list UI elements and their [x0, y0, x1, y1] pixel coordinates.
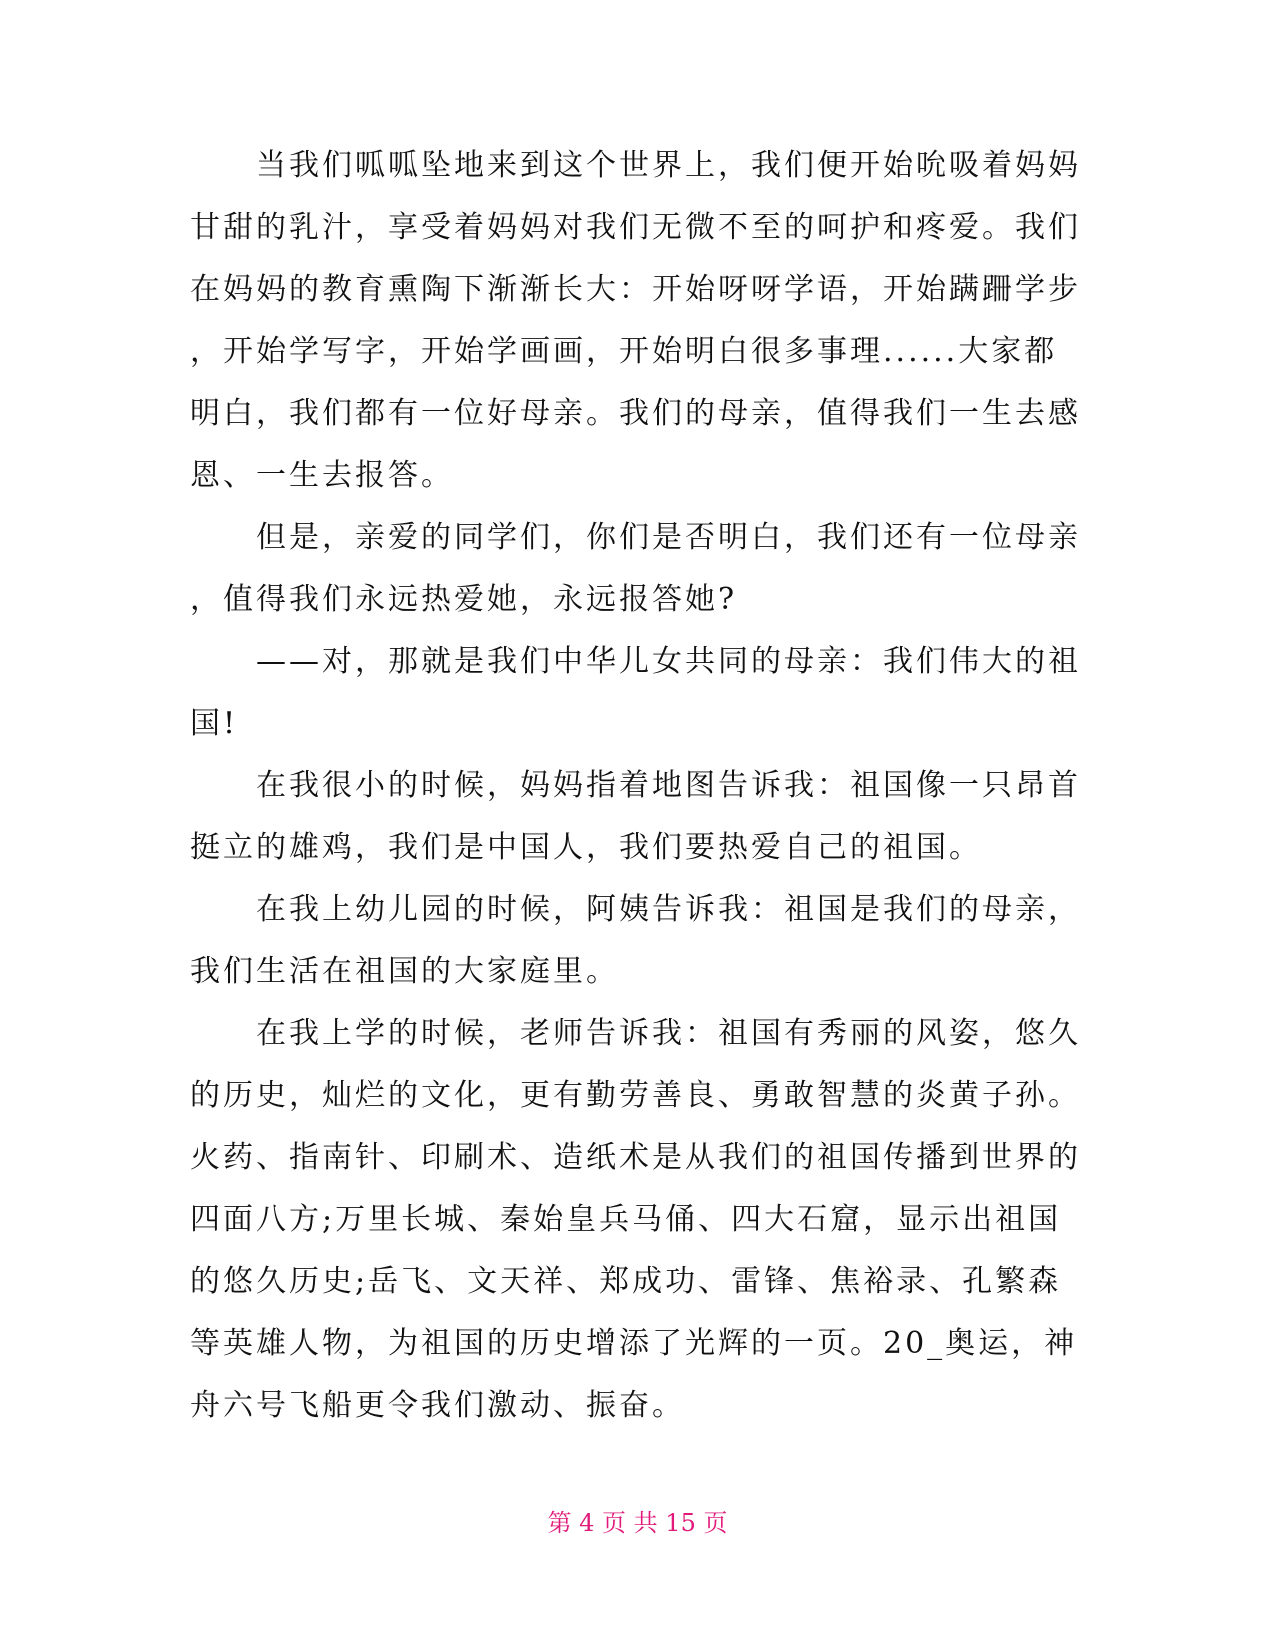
text-line: 四面八方;万里长城、秦始皇兵马俑、四大石窟，显示出祖国: [190, 1202, 1062, 1237]
text-line: 恩、一生去报答。: [190, 458, 454, 493]
text-line: ，值得我们永远热爱她，永远报答她?: [190, 582, 738, 617]
text-line: 甘甜的乳汁，享受着妈妈对我们无微不至的呵护和疼爱。我们: [190, 210, 1081, 245]
text-line: 明白，我们都有一位好母亲。我们的母亲，值得我们一生去感: [190, 396, 1081, 431]
text-line: 在我很小的时候，妈妈指着地图告诉我：祖国像一只昂首: [190, 768, 1081, 803]
text-line: 舟六号飞船更令我们激动、振奋。: [190, 1388, 685, 1423]
text-line: 在我上幼儿园的时候，阿姨告诉我：祖国是我们的母亲，: [190, 892, 1081, 927]
text-line: 的悠久历史;岳飞、文天祥、郑成功、雷锋、焦裕录、孔繁森: [190, 1264, 1062, 1299]
text-line: 等英雄人物，为祖国的历史增添了光辉的一页。20_奥运，神: [190, 1326, 1078, 1361]
text-line: 在妈妈的教育熏陶下渐渐长大：开始呀呀学语，开始蹒跚学步: [190, 272, 1081, 307]
text-line: 国!: [190, 706, 239, 741]
text-line: 挺立的雄鸡，我们是中国人，我们要热爱自己的祖国。: [190, 830, 982, 865]
text-line: 但是，亲爱的同学们，你们是否明白，我们还有一位母亲: [190, 520, 1081, 555]
page-number-footer: 第 4 页 共 15 页: [547, 1509, 728, 1537]
text-line: 的历史，灿烂的文化，更有勤劳善良、勇敢智慧的炎黄子孙。: [190, 1078, 1081, 1113]
text-line: 当我们呱呱坠地来到这个世界上，我们便开始吮吸着妈妈: [190, 148, 1081, 183]
text-line: 我们生活在祖国的大家庭里。: [190, 954, 619, 989]
text-line: ，开始学写字，开始学画画，开始明白很多事理......大家都: [190, 334, 1058, 369]
text-line: 火药、指南针、印刷术、造纸术是从我们的祖国传播到世界的: [190, 1140, 1081, 1175]
text-line: ——对，那就是我们中华儿女共同的母亲：我们伟大的祖: [190, 644, 1081, 679]
text-line: 在我上学的时候，老师告诉我：祖国有秀丽的风姿，悠久: [190, 1016, 1081, 1051]
